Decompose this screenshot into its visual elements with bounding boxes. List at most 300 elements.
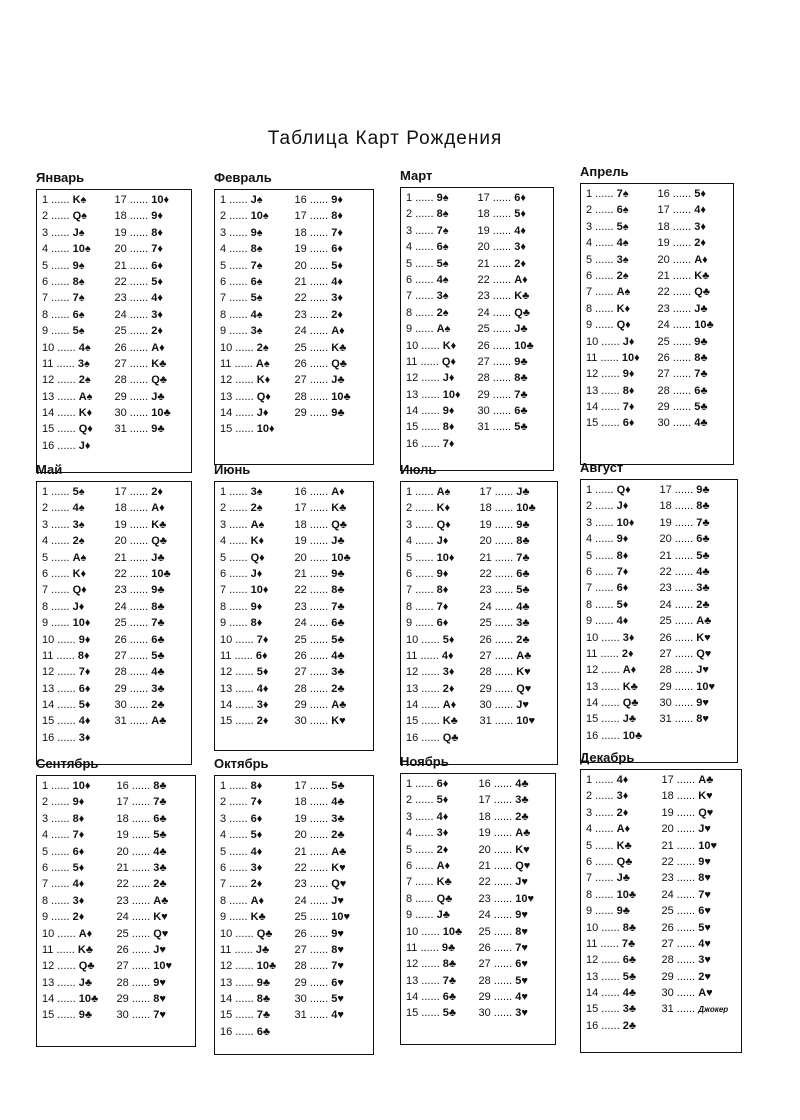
leader-dots: ...... [592, 839, 617, 852]
card-value: 3♦ [250, 861, 263, 874]
card-value: A♠ [78, 390, 93, 403]
birth-card-entry [406, 973, 479, 989]
card-value: 8♥ [153, 993, 166, 1006]
leader-dots: ...... [54, 390, 79, 403]
leader-dots: ...... [231, 943, 256, 956]
card-value: 4♦ [78, 715, 91, 728]
card-value: K♥ [331, 861, 346, 874]
card-value: 3♦ [622, 631, 635, 644]
day-number: 24 [661, 888, 674, 901]
birth-card-entry [478, 223, 550, 239]
leader-dots: ...... [491, 699, 517, 712]
day-number: 15 [220, 715, 233, 728]
leader-dots: ...... [671, 615, 697, 628]
day-number: 20 [116, 845, 129, 858]
card-value: 9♣ [331, 407, 345, 420]
leader-dots: ...... [598, 697, 623, 710]
card-value: 7♦ [442, 437, 455, 450]
card-value: 9♦ [151, 210, 163, 223]
day-number: 18 [479, 502, 492, 515]
month-name: Июнь [214, 462, 251, 477]
card-value: 10♣ [514, 339, 534, 352]
leader-dots: ...... [598, 335, 623, 348]
day-number: 9 [586, 319, 593, 332]
leader-dots: ...... [306, 259, 332, 272]
leader-dots: ...... [306, 374, 332, 387]
leader-dots: ...... [598, 680, 623, 693]
leader-dots: ...... [418, 405, 443, 418]
leader-dots: ...... [126, 210, 152, 223]
card-value: K♥ [516, 666, 531, 679]
day-number: 1 [42, 194, 49, 206]
birth-card-entry [42, 258, 115, 274]
birth-card-entry [117, 991, 192, 1007]
card-value: A♣ [515, 827, 531, 840]
leader-dots: ...... [490, 974, 516, 987]
card-value: 9♠ [250, 226, 263, 239]
leader-dots: ...... [491, 567, 517, 580]
birth-card-entry [586, 252, 658, 268]
birth-card-entry [295, 258, 370, 274]
leader-dots: ...... [54, 633, 79, 646]
day-number: 27 [478, 958, 491, 971]
day-number: 1 [406, 486, 413, 498]
birth-card-entry [658, 219, 730, 235]
card-value: J♣ [616, 872, 630, 885]
day-number: 28 [661, 954, 674, 967]
leader-dots: ...... [490, 827, 516, 840]
leader-dots: ...... [669, 319, 695, 332]
leader-dots: ...... [597, 647, 622, 660]
birth-card-entry [586, 482, 660, 498]
leader-dots: ...... [54, 731, 79, 744]
birth-card-entry [406, 891, 479, 907]
card-value: 7♣ [621, 937, 636, 950]
birth-card-entry [406, 354, 478, 370]
leader-dots: ...... [592, 905, 617, 918]
birth-card-entry [115, 192, 188, 208]
leader-dots: ...... [592, 549, 617, 562]
day-number: 18 [661, 790, 674, 803]
card-value: A♦ [514, 273, 528, 286]
day-number: 16 [294, 486, 307, 498]
card-value: 4♥ [515, 991, 528, 1004]
leader-dots: ...... [491, 600, 517, 613]
leader-dots: ...... [491, 715, 517, 728]
leader-dots: ...... [54, 715, 79, 728]
day-number: 8 [42, 308, 49, 321]
birth-card-entry [586, 350, 658, 366]
birth-card-entry [115, 615, 188, 631]
leader-dots: ...... [671, 582, 697, 595]
leader-dots: ...... [48, 812, 73, 825]
leader-dots: ...... [306, 584, 332, 597]
day-number: 17 [294, 780, 307, 792]
month-table [36, 481, 192, 765]
birth-card-entry [117, 909, 192, 925]
leader-dots: ...... [412, 827, 437, 840]
leader-dots: ...... [306, 407, 332, 420]
month-name: Август [580, 460, 624, 475]
day-number: 19 [114, 226, 127, 239]
leader-dots: ...... [669, 204, 695, 217]
day-column-right [115, 484, 188, 761]
birth-card-entry [479, 956, 552, 972]
card-value: 3♠ [616, 253, 629, 266]
birth-card-entry [478, 288, 550, 304]
leader-dots: ...... [306, 845, 332, 858]
leader-dots: ...... [53, 649, 78, 662]
birth-card-entry [406, 825, 479, 841]
day-number: 27 [294, 374, 307, 387]
birth-card-entry [660, 662, 734, 678]
month-name: Декабрь [580, 750, 635, 765]
day-number: 5 [586, 253, 593, 266]
day-number: 26 [661, 921, 674, 934]
month-table [580, 479, 738, 763]
day-number: 6 [220, 275, 227, 288]
day-number: 7 [586, 582, 593, 595]
month-block [214, 170, 374, 465]
leader-dots: ...... [48, 226, 73, 239]
leader-dots: ...... [592, 533, 617, 546]
birth-card-entry [480, 566, 554, 582]
card-value: A♦ [151, 502, 165, 515]
card-value: 6♣ [622, 954, 637, 967]
leader-dots: ...... [592, 790, 617, 803]
card-value: 2♣ [696, 598, 710, 611]
day-number: 12 [586, 664, 599, 677]
leader-dots: ...... [48, 584, 73, 597]
birth-card-entry [406, 321, 478, 337]
card-value: 9♣ [694, 335, 708, 348]
leader-dots: ...... [128, 894, 154, 907]
leader-dots: ...... [412, 892, 437, 905]
leader-dots: ...... [489, 208, 515, 221]
card-value: 2♠ [436, 306, 449, 319]
birth-card-entry [586, 1001, 662, 1017]
card-value: 8♣ [153, 780, 167, 792]
leader-dots: ...... [491, 682, 517, 695]
day-number: 9 [42, 911, 49, 924]
day-column-right [660, 482, 734, 759]
day-number: 20 [478, 843, 491, 856]
leader-dots: ...... [226, 878, 251, 891]
day-number: 10 [586, 335, 599, 348]
birth-card-entry [220, 405, 295, 421]
birth-card-entry [115, 681, 188, 697]
card-value: 10♥ [516, 715, 535, 728]
card-value: J♣ [151, 551, 165, 564]
day-number: 21 [659, 549, 672, 562]
leader-dots: ...... [673, 987, 699, 1000]
card-value: 9♣ [696, 484, 710, 496]
day-number: 26 [294, 649, 307, 662]
birth-card-entry [586, 301, 658, 317]
leader-dots: ...... [669, 269, 695, 282]
card-value: 6♥ [331, 976, 344, 989]
leader-dots: ...... [48, 518, 73, 531]
month-name: Апрель [580, 164, 629, 179]
leader-dots: ...... [598, 664, 623, 677]
birth-card-entry [295, 697, 370, 713]
birth-card-entry [220, 550, 295, 566]
day-number: 8 [586, 888, 593, 901]
day-number: 12 [406, 958, 419, 971]
leader-dots: ...... [673, 774, 699, 786]
card-value: 6♦ [331, 243, 343, 256]
day-number: 16 [586, 729, 599, 742]
card-value: 10♦ [72, 780, 91, 792]
card-value: 9♦ [616, 533, 629, 546]
leader-dots: ...... [412, 306, 437, 319]
card-value: J♦ [72, 600, 85, 613]
day-number: 20 [661, 823, 674, 836]
birth-card-entry [115, 405, 188, 421]
birth-card-entry [220, 942, 295, 958]
day-number: 13 [406, 682, 419, 695]
leader-dots: ...... [592, 204, 617, 217]
leader-dots: ...... [306, 976, 332, 989]
leader-dots: ...... [491, 518, 517, 531]
card-value: 3♣ [622, 1003, 637, 1016]
birth-card-entry [220, 323, 295, 339]
card-value: A♣ [151, 715, 167, 728]
birth-card-entry [42, 566, 115, 582]
day-number: 22 [294, 292, 307, 305]
leader-dots: ...... [489, 224, 515, 237]
leader-dots: ...... [306, 894, 332, 907]
birth-card-entry [220, 340, 295, 356]
day-number: 24 [116, 911, 129, 924]
card-value: J♣ [331, 374, 345, 387]
card-value: Q♣ [622, 697, 639, 710]
birth-card-entry [586, 399, 658, 415]
card-value: J♥ [516, 699, 529, 712]
birth-card-entry [295, 909, 370, 925]
leader-dots: ...... [412, 208, 437, 221]
birth-card-entry [662, 936, 738, 952]
leader-dots: ...... [128, 780, 154, 792]
day-number: 19 [477, 224, 490, 237]
leader-dots: ...... [126, 374, 152, 387]
leader-dots: ...... [418, 682, 443, 695]
birth-card-entry [406, 419, 478, 435]
card-value: 8♦ [622, 384, 635, 397]
birth-card-entry [117, 876, 192, 892]
leader-dots: ...... [673, 806, 699, 819]
leader-dots: ...... [491, 666, 517, 679]
card-value: 5♣ [442, 1007, 457, 1020]
card-value: J♣ [436, 909, 450, 922]
card-value: 9♣ [151, 423, 165, 436]
day-number: 12 [220, 960, 233, 973]
card-value: K♣ [331, 502, 347, 515]
day-number: 19 [294, 535, 307, 548]
birth-card-entry [586, 613, 660, 629]
birth-card-entry [220, 372, 295, 388]
day-number: 8 [220, 600, 227, 613]
leader-dots: ...... [412, 257, 437, 270]
leader-dots: ...... [54, 699, 79, 712]
leader-dots: ...... [306, 812, 332, 825]
day-number: 17 [657, 204, 670, 217]
leader-dots: ...... [673, 790, 699, 803]
leader-dots: ...... [418, 372, 443, 385]
birth-card-entry [220, 533, 295, 549]
day-number: 4 [406, 241, 413, 254]
birth-card-entry [295, 372, 370, 388]
leader-dots: ...... [54, 666, 79, 679]
birth-card-entry [662, 887, 738, 903]
card-value: 5♦ [442, 633, 455, 646]
birth-card-entry [295, 500, 370, 516]
card-value: A♣ [516, 649, 532, 662]
leader-dots: ...... [592, 302, 617, 315]
day-number: 11 [586, 647, 598, 660]
leader-dots: ...... [412, 810, 437, 823]
birth-card-entry [662, 952, 738, 968]
birth-card-entry [220, 778, 295, 794]
birth-card-entry [295, 827, 370, 843]
birth-card-entry [586, 580, 660, 596]
leader-dots: ...... [306, 960, 332, 973]
card-value: 8♦ [250, 780, 263, 792]
card-value: Q♣ [151, 535, 167, 548]
leader-dots: ...... [306, 927, 332, 940]
day-number: 8 [406, 892, 413, 905]
birth-card-entry [660, 711, 734, 727]
card-value: A♦ [151, 341, 165, 354]
leader-dots: ...... [671, 549, 697, 562]
card-value: A♣ [153, 894, 169, 907]
card-value: 7♦ [72, 829, 85, 842]
day-number: 5 [406, 257, 413, 270]
birth-card-entry [662, 985, 738, 1001]
card-value: A♦ [331, 486, 345, 498]
day-number: 15 [406, 421, 419, 434]
birth-card-entry [480, 697, 554, 713]
birth-card-entry [295, 517, 370, 533]
card-value: 9♦ [250, 600, 263, 613]
birth-card-entry [115, 241, 188, 257]
month-name: Октябрь [214, 756, 269, 771]
card-value: J♣ [78, 976, 93, 989]
birth-card-entry [406, 989, 479, 1005]
birth-card-entry [406, 776, 479, 792]
birth-card-entry [42, 860, 117, 876]
leader-dots: ...... [489, 355, 515, 368]
birth-card-entry [406, 681, 480, 697]
month-name: Март [400, 168, 433, 183]
birth-card-entry [295, 975, 370, 991]
card-value: 6♦ [151, 259, 163, 272]
day-number: 20 [114, 243, 127, 256]
card-value: Q♦ [250, 551, 265, 564]
day-number: 22 [661, 855, 674, 868]
day-number: 22 [294, 584, 307, 597]
card-value: 8♥ [331, 943, 344, 956]
birth-card-entry [406, 550, 480, 566]
month-block [400, 462, 558, 765]
birth-card-entry [42, 208, 115, 224]
day-column-right [479, 776, 552, 1041]
leader-dots: ...... [232, 993, 257, 1006]
birth-card-entry [295, 794, 370, 810]
birth-card-entry [295, 811, 370, 827]
birth-card-entry [586, 235, 658, 251]
birth-card-entry [115, 632, 188, 648]
day-number: 7 [586, 872, 593, 885]
day-number: 21 [661, 839, 674, 852]
card-value: 8♣ [516, 535, 530, 548]
leader-dots: ...... [306, 911, 332, 924]
card-value: 6♣ [694, 384, 708, 397]
day-number: 27 [114, 357, 127, 370]
day-number: 24 [294, 894, 307, 907]
day-number: 9 [220, 911, 227, 924]
leader-dots: ...... [592, 286, 617, 299]
day-number: 11 [220, 943, 232, 956]
birth-card-entry [42, 323, 115, 339]
leader-dots: ...... [306, 682, 332, 695]
leader-dots: ...... [48, 600, 73, 613]
birth-card-entry [586, 952, 662, 968]
card-value: 4♣ [694, 417, 708, 430]
leader-dots: ...... [598, 921, 623, 934]
day-number: 27 [477, 355, 490, 368]
birth-card-entry [117, 926, 192, 942]
birth-card-entry [220, 290, 295, 306]
day-number: 3 [42, 518, 49, 531]
day-number: 5 [406, 843, 413, 856]
birth-card-entry [406, 842, 479, 858]
birth-card-entry [220, 876, 295, 892]
day-number: 6 [42, 861, 49, 874]
day-number: 10 [406, 339, 419, 352]
day-number: 19 [661, 806, 674, 819]
card-value: 3♣ [696, 582, 710, 595]
card-value: J♦ [442, 372, 455, 385]
card-value: J♥ [331, 894, 344, 907]
card-value: 7♦ [622, 401, 635, 414]
card-value: K♥ [331, 715, 346, 728]
birth-card-entry [42, 340, 115, 356]
leader-dots: ...... [128, 976, 154, 989]
birth-card-entry [406, 272, 478, 288]
card-value: 3♣ [331, 812, 345, 825]
day-number: 17 [116, 796, 129, 809]
day-number: 15 [42, 1009, 55, 1022]
day-number: 30 [478, 1007, 491, 1020]
card-value: A♣ [698, 774, 714, 786]
day-number: 4 [42, 535, 49, 548]
birth-card-entry [220, 582, 295, 598]
month-block [580, 460, 738, 763]
card-value: 3♠ [77, 357, 90, 370]
card-value: 3♥ [698, 954, 711, 967]
birth-card-entry [42, 241, 115, 257]
day-number: 10 [406, 925, 419, 938]
birth-card-entry [42, 290, 115, 306]
day-number: 28 [659, 664, 672, 677]
day-number: 9 [42, 617, 49, 630]
day-number: 11 [406, 355, 418, 368]
leader-dots: ...... [48, 502, 73, 515]
day-number: 22 [114, 275, 127, 288]
leader-dots: ...... [54, 439, 79, 452]
birth-card-entry [406, 599, 480, 615]
